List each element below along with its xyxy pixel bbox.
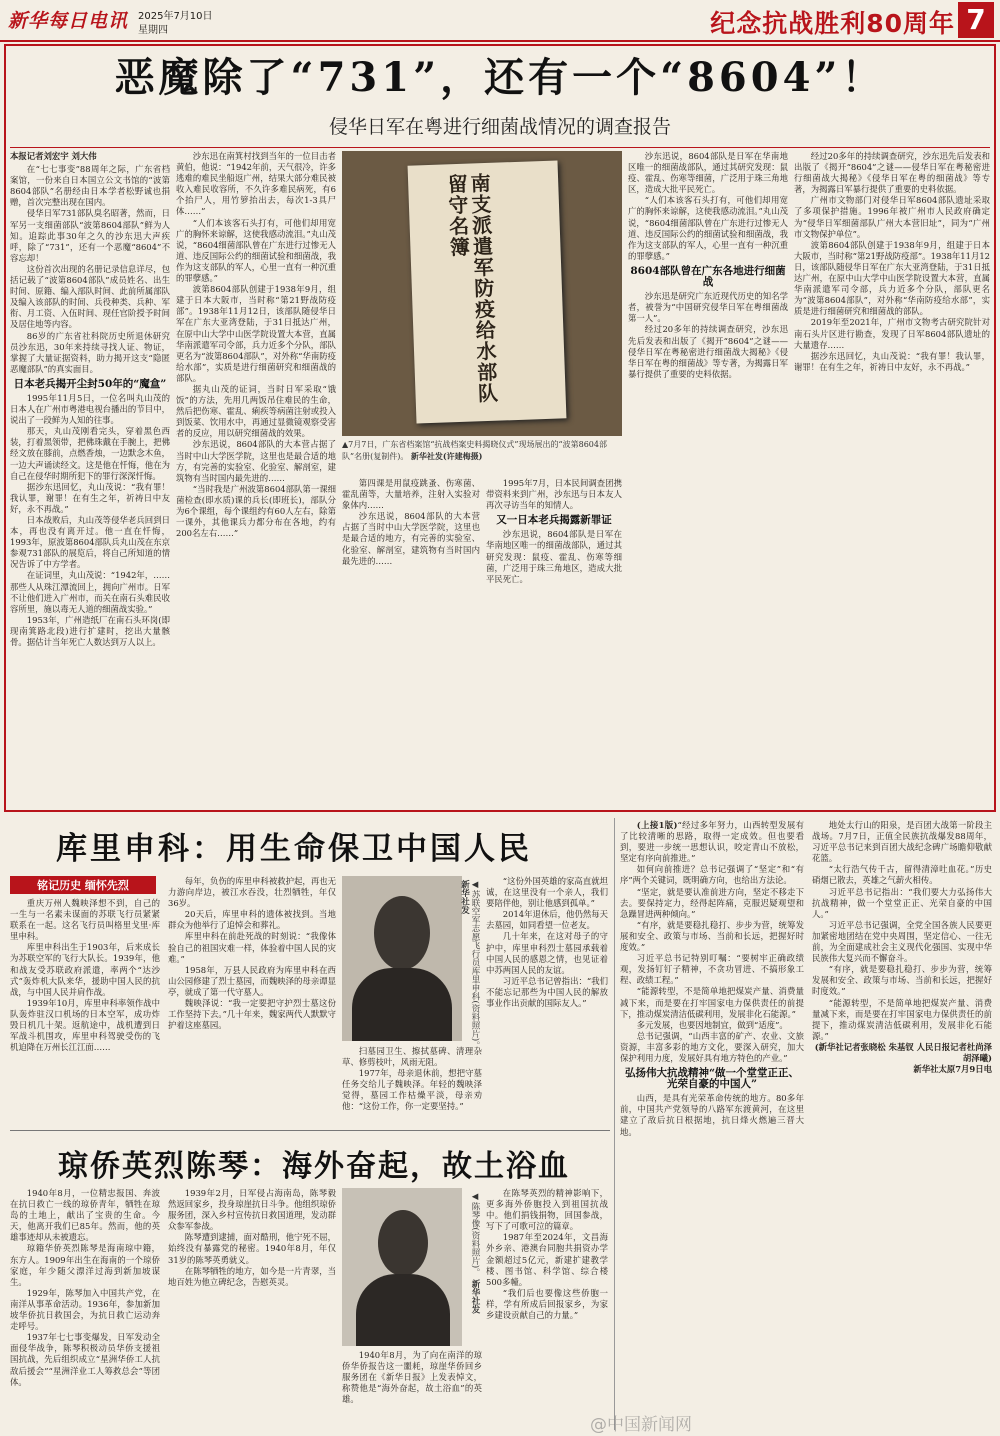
paragraph: 库里申科在前赴死战的时刻说：“我像体验自己的祖国灾难一样，体验着中国人民的灾难。” xyxy=(168,931,336,964)
paragraph-text: “经过多年努力，山西转型发展有了比较清晰的思路，取得一定成效。但也要看到，要进一步统一思想认识，咬定青山不放松，坚定有序向前推进。” xyxy=(620,820,804,864)
paragraph: 波第8604部队创建于1938年9月，组建于日本大阪市，当时称“第21野战防疫部”。1938年11月12日，该部队随侵华日军在广东大亚湾登陆，于31日抵达广州，在原中山大学中山医学院设置大本营，直属华南派遣军司令部，兵力近多个分队，部队更名为“波第8604部队”，对外称“华南防疫给水部”，实质是进行细菌研究和细菌战的部队。 xyxy=(176,284,336,383)
paragraph: 1929年，陈琴加入中国共产党，在南洋从事革命活动。1936年，参加新加坡华侨抗日救国会，为抗日救亡运动奔走呼号。 xyxy=(10,1287,160,1332)
paragraph: 波第8604部队创建于1938年9月，组建于日本大阪市，当时称“第21野战防疫部”。1938年11月12日，该部队随侵华日军在广东大亚湾登陆，于31日抵达广州，在原中山大学中山医学院设置大本营，直属华南派遣军司令部，兵力近多个分队，部队更名为“波第8604部队”，对外称“华南防疫给水部”，实质是进行细菌研究和细菌战的部队。 xyxy=(794,239,990,317)
paragraph: 沙东迅说，8604部队的大本营占据了当时中山大学医学院，这里也是最合适的地方，有完善的实验室、化验室、解剖室，建筑物有当时国内最先进的…… xyxy=(342,511,480,566)
article2-photo-caption xyxy=(459,880,480,1050)
paragraph: 这份首次出现的名册记录信息详尽，包括记载了“波第8604部队”成员姓名、出生时间、原籍、编入部队时间、此前所属部队及编入该部队的时间、兵役种类、兵种、军衔、月工资、入伍时间、现任官阶授予时间及居住地等内容。 xyxy=(10,263,170,330)
watermark: @中国新闻网 xyxy=(590,1415,692,1435)
paragraph: 魏映泽说：“我一定要把守护烈士墓这份工作坚持下去。”几十年来，魏家两代人默默守护着这座墓园。 xyxy=(168,998,336,1031)
page-number-text: 7 xyxy=(966,3,986,36)
closing-credit: (新华社记者张晓松 朱基钗 人民日报记者杜尚泽 胡泽曦) xyxy=(814,1041,992,1063)
paragraph: 据沙东迅回忆，丸山茂说：“我有罪！我认罪，谢罪！在有生之年，祈祷日中友好，永不再战。” xyxy=(794,350,990,372)
article3-column-4 xyxy=(486,1188,608,1430)
paragraph: 1953年，广州造纸厂在南石头环岗(即现南箕路北段)进行扩建时，挖出大量骸骨。据估计当年死亡人数达到万人以上。 xyxy=(10,614,170,648)
photo-caption-text: ◀陈琴像(资料照片)。 xyxy=(470,1192,480,1277)
paragraph: “有序，就是要稳扎稳打、步步为营，统筹发展和安全、政策与市场、当前和长远，把握好时度效。” xyxy=(620,919,804,953)
paragraph: 据沙东迅回忆，丸山茂说：“我有罪！我认罪，谢罪！在有生之年，祈祷日中友好，永不再战。” xyxy=(10,481,170,514)
paragraph: 总书记强调，“山西丰富的矿产、农业、文旅资源，丰富多彩的地方文化，要深入研究，加大保护利用力度，发展好具有地方特色的产业。” xyxy=(620,1030,804,1063)
article1-column-2 xyxy=(176,151,336,806)
paragraph: 陈琴遭到逮捕，面对酷刑，他宁死不屈，始终没有暴露党的秘密。1940年8月，年仅31岁的陈琴英勇就义。 xyxy=(168,1232,336,1265)
article1-column-1 xyxy=(10,151,170,806)
paragraph: 重庆万州人魏映泽想不到，自己的一生与一名素未谋面的苏联飞行员紧紧联系在一起。这名飞行员叫格里戈里·库里申科。 xyxy=(10,898,160,942)
portrait-shoulders xyxy=(352,968,452,1041)
paragraph: 20天后，库里申科的遗体被找到。当地群众为他举行了追悼会和葬礼。 xyxy=(168,909,336,931)
continuation-lead: (上接1版) xyxy=(636,820,678,830)
chenqin-portrait xyxy=(342,1188,462,1346)
paragraph: 几十年来，在这对母子的守护中，库里申科烈士墓园承载着中国人民的感恩之情，也见证着中苏两国人民的友谊。 xyxy=(486,931,608,975)
paragraph: “人们本该客石头打有，可他们却用宽广的胸怀来谅解，这使我感动流泪。”丸山茂说，“8604细菌部队曾在广东进行过惨无人道、违反国际公约的细菌试验和细菌战，我作为这支部队的军人，心里一直有一种沉重的罪孽感。” xyxy=(176,217,336,284)
paragraph: 经过20多年的持续调查研究，沙东迅先后发表和出版了《揭开“8604”之谜——侵华日军在粤秘密进行细菌战大揭秘》《侵华日军在粤的细菌战》等专著，为揭露日军暴行提供了重要的史料依据。 xyxy=(628,324,788,379)
paragraph: 1987年至2024年，文昌海外乡亲、港澳台同胞共捐资办学金额超过5亿元，新建扩建教学楼、图书馆、科学馆、综合楼500多幢。 xyxy=(486,1232,608,1287)
paragraph: 2019年至2021年，广州市文物考古研究院针对南石头片区进行勘查，发现了日军8604部队遗址的大量遗存…… xyxy=(794,317,990,350)
article1-column-5 xyxy=(628,151,788,806)
column-divider xyxy=(614,818,615,1430)
paragraph: “有序，就是要稳扎稳打、步步为营，统筹发展和安全、政策与市场、当前和长远，把握好时度效。” xyxy=(812,964,992,997)
paragraph: 习近平总书记曾指出：“我们不能忘记那些为中国人民的解放事业作出贡献的国际友人。” xyxy=(486,975,608,1009)
article4-column-1 xyxy=(620,820,804,1430)
paragraph: “当时我是广州波第8604部队第一课细菌检查(即水质)课的兵长(即班长)，部队分为6个课组，每个课组约有60人左右，除第一课外，其他课兵力都分布在各地，约有200名左右……” xyxy=(176,483,336,539)
paragraph: 1995年7月，日本民间调查团携带资料来到广州，沙东迅与日本友人再次寻访当年的知情人。 xyxy=(486,478,622,511)
photo-caption-text: ◀苏联空军志愿飞行员库里申科(资料照片)。 xyxy=(470,880,480,1050)
article1-subhead-rule xyxy=(10,147,990,148)
paragraph: 沙东迅说，8604部队是日军在华南地区唯一的细菌战部队，通过其研究发现：鼠疫、霍乱、伤寒等细菌，广泛用于珠三角地区，造成大批平民死亡。 xyxy=(486,529,622,584)
byline: 本报记者刘宏宇 刘大伟 xyxy=(10,151,97,161)
issue-date: 2025年7月10日 xyxy=(138,11,213,22)
series-tag-text: 铭记历史 缅怀先烈 xyxy=(37,879,129,892)
masthead-rule xyxy=(0,40,1000,42)
paragraph: 地处太行山的阳泉，是百团大战第一阶段主战场。7月7日，正值全民族抗战爆发88周年，习近平总书记来到百团大战纪念碑广场瞻仰敬献花篮。 xyxy=(812,820,992,864)
paragraph: 琼籍华侨英烈陈琴是海南琼中籍，东方人。1909年出生在海南的一个琼侨家庭，年少随父漂洋过海到新加坡谋生。 xyxy=(10,1243,160,1287)
paragraph: 1937年七七事变爆发，日军发动全面侵华战争，陈琴积极动员华侨支援祖国抗战，先后组织成立“星洲华侨工人抗敌后援会”“星洲洋业工人筹救总会”等团体。 xyxy=(10,1332,160,1387)
article2-column-3 xyxy=(342,1046,482,1126)
dateline: 新华社太原7月9日电 xyxy=(913,1064,992,1075)
page-number xyxy=(958,2,994,38)
paragraph: 每年，负伤的库里申科被救护起，再也无力游向岸边，被江水吞没，壮烈牺牲，年仅36岁。 xyxy=(168,876,336,909)
paragraph: 1940年8月，为了向在南洋的琼侨华侨报告这一噩耗，琼崖华侨回乡服务团在《新华日报》上发表悼文，称赞他是“海外奋起，故土浴血”的英雄。 xyxy=(342,1350,482,1405)
section-head: 又一日本老兵揭露新罪证 xyxy=(496,514,612,527)
paragraph: “我们后也要像这些侨胞一样，学有所成后回报家乡，为家乡建设贡献自己的力量。” xyxy=(486,1287,608,1321)
paragraph: 日本战败后，丸山茂等侵华老兵回到日本，再也没有离开过。他一直在忏悔，1993年，原波第8604部队兵丸山茂在东京参观731部队的展览后，将自己所知道的情况告诉了中方学者。 xyxy=(10,515,170,570)
paragraph: 习近平总书记指出：“我们要大力弘扬伟大抗战精神，做一个堂堂正正、光荣自豪的中国人。” xyxy=(812,886,992,919)
paragraph: 山西，是具有光荣革命传统的地方。80多年前，中国共产党领导的八路军东渡黄河，在这里建立了敌后抗日根据地，抗日烽火燃遍三晋大地。 xyxy=(620,1093,804,1137)
paragraph: 经过20多年的持续调查研究，沙东迅先后发表和出版了《揭开“8604”之谜——侵华日军在粤秘密进行细菌战大揭秘》《侵华日军在粤的细菌战》等专著，为揭露日军暴行提供了重要的史料依据。 xyxy=(794,151,990,195)
paragraph: 库里申科出生于1903年，后来成长为苏联空军的飞行大队长。1939年，他和战友受苏联政府派遣，率两个“达沙式”轰炸机大队来华，援助中国人民的抗战，与中国人民并肩作战。 xyxy=(10,942,160,997)
article3-column-2 xyxy=(168,1188,336,1430)
paragraph: 在陈琴牺牲的地方，如今是一片青翠，当地百姓为他立碑纪念，告慰英灵。 xyxy=(168,1265,336,1287)
paragraph: “能源转型，不是简单地把煤炭产量、消费量减下来，而是要在打牢国家电力保供责任的前提下，推动煤炭清洁低碳利用，发展非化石能源。” xyxy=(620,986,804,1019)
portrait-head xyxy=(378,1210,428,1276)
paragraph: “能源转型，不是简单地把煤炭产量、消费量减下来，而是要在打牢国家电力保供责任的前提下，推动煤炭清洁低碳利用，发展非化石能源。” xyxy=(812,997,992,1041)
portrait-head xyxy=(374,896,430,970)
series-tag xyxy=(10,876,156,894)
paragraph: 侵华日军731部队臭名昭著，然而，日军另一支细菌部队“波第8604部队”鲜为人知。追踪此事30年之久的沙东迅大声疾呼，除了“731”，还有一个恶魔“8604”不容忘却！ xyxy=(10,208,170,263)
paragraph: 习近平总书记强调，全党全国各族人民要更加紧密地团结在党中央周围，坚定信心、一往无前，为全面建成社会主义现代化强国、实现中华民族伟大复兴而不懈奋斗。 xyxy=(812,919,992,964)
article1-subheadline: 侵华日军在粤进行细菌战情况的调查报告 xyxy=(328,116,671,138)
article1-column-6 xyxy=(794,151,990,806)
paragraph: 广州市文物部门对侵华日军8604部队遗址采取了多项保护措施。1996年被广州市人民政府确定为“侵华日军细菌部队广州大本营旧址”，同为“广州市文物保护单位”。 xyxy=(794,195,990,239)
paragraph: 在“七七事变”88周年之际，广东省档案馆，一份来自日本国立公文书馆的“波第8604部队”名册经由日本学者松野诚也捐赠，首次完整出现在国内。 xyxy=(10,164,170,208)
article-divider xyxy=(10,1130,610,1131)
photo-caption-text: ▲7月7日，广东省档案馆“抗战档案史料揭晓仪式”现场展出的“波第8604部队”名册(复制件)。 xyxy=(342,440,607,461)
paragraph: 扫墓园卫生、擦拭墓碑、清理杂草、修剪枝叶，风雨无阻。 xyxy=(342,1046,482,1068)
paragraph: 86岁的广东省社科院历史所退休研究员沙东迅，30年来持续寻找人证、物证，掌握了大量证据资料，助力揭开这支“隐匿恶魔部队”的真实面目。 xyxy=(10,330,170,374)
section-head: 弘扬伟大抗战精神“做一个堂堂正正、光荣自豪的中国人” xyxy=(624,1067,800,1091)
paragraph xyxy=(620,820,804,864)
photo-caption xyxy=(342,440,622,462)
article1-column-4 xyxy=(486,478,622,806)
article3-column-3 xyxy=(342,1350,482,1430)
photo-credit: 新华社发 xyxy=(459,880,470,914)
paragraph: 习近平总书记特别叮嘱：“要树牢正确政绩观，发扬钉钉子精神，不贪功冒进、不搞形象工程、政绩工程。” xyxy=(620,953,804,986)
paragraph: 2014年退休后，他仍然每天去墓园，如同看望一位老友。 xyxy=(486,909,608,931)
paragraph: “这份外国英雄的家高直就坦诚，在这里没有一个亲人，我们要陪伴他，别让他感到孤单。” xyxy=(486,876,608,909)
paragraph: 1940年8月，一位精忠报国、奔波在抗日救亡一线的琼侨青年，牺牲在琼岛的土地上，献出了宝贵的生命。今天，他离开我们已85年。然而，他的英雄事迹却从未被遗忘。 xyxy=(10,1188,160,1243)
article3-headline: 琼侨英烈陈琴：海外奋起，故土浴血 xyxy=(58,1149,570,1184)
article4-column-2 xyxy=(812,820,992,1430)
masthead xyxy=(0,0,1000,42)
paragraph: 沙东迅说，8604部队是日军在华南地区唯一的细菌战部队，通过其研究发现：鼠疫、霍乱、伤寒等细菌，广泛用于珠三角地区，造成大批平民死亡。 xyxy=(628,151,788,195)
paragraph: 第四课是用鼠疫跳蚤、伤寒菌、霍乱菌等，大量培养，注射入实验对象体内…… xyxy=(342,478,480,511)
article2-headline: 库里申科：用生命保卫中国人民 xyxy=(56,831,532,867)
paragraph: 沙东迅是研究广东近现代历史的知名学者，被誉为“中国研究侵华日军在粤细菌战第一人”。 xyxy=(628,291,788,324)
photo-credit: 新华社发(许建梅摄) xyxy=(410,450,483,461)
paragraph: “人们本该客石头打有，可他们却用宽广的胸怀来谅解，这使我感动流泪。”丸山茂说，“8604细菌部队曾在广东进行过惨无人道、违反国际公约的细菌试验和细菌战，我作为这支部队的军人，心里一直有一种沉重的罪孽感。” xyxy=(628,195,788,261)
paragraph: 沙东迅在南箕村找到当年的一位目击者黄伯，他说：“1942年前，天气很冷，许多逃难的难民坐船返广州，结果大部分难民被收入难民收容所，不久许多难民病死，有6个抬尸人，用竹箩抬出去，每次1-3具尸体……” xyxy=(176,151,336,217)
paragraph: 1939年10月，库里申科率领作战中队轰炸驻汉口机场的日本空军，成功炸毁日机几十架。返航途中，战机遭到日军战斗机围攻，库里申科驾驶受伤的飞机迫降在万州长江江面…… xyxy=(10,997,160,1053)
photo-credit: 新华社发 xyxy=(470,1279,480,1314)
paragraph: 据丸山茂的证词，当时日军采取“饿饭”的方法，先用几两饭吊住难民的生命，然后把伤寒、霍乱、痢疾等病菌注射或投入到饭菜、饮用水中，再通过显微镜观察受害者的反应，用以研究细菌战的效果。 xyxy=(176,383,336,439)
article3-column-1 xyxy=(10,1188,160,1430)
issue-weekday: 星期四 xyxy=(138,25,168,36)
section-title: 纪念抗战胜利80周年 xyxy=(710,9,955,38)
paper-name-logo: 新华每日电讯 xyxy=(8,10,129,32)
paragraph: 1939年2月，日军侵占海南岛，陈琴毅然返回家乡，投身琼崖抗日斗争。他组织琼侨服务团，深入乡村宣传抗日救国道理，发动群众参军参战。 xyxy=(168,1188,336,1232)
archive-photo xyxy=(342,151,622,436)
portrait-shoulders xyxy=(356,1274,450,1346)
paragraph: 沙东迅说，8604部队的大本营占据了当时中山大学医学院，这里也是最合适的地方，有完善的实验室、化验室、解剖室，建筑物有当时国内最先进的…… xyxy=(176,439,336,483)
paragraph: 在证词里，丸山茂说：“1942年，……那些人从珠江潭流回上，拥向广州市。日军不让他们进入广州市，而关在南石头难民收容所里，施以毒无人道的细菌战实验。” xyxy=(10,570,170,614)
paragraph: 那天，丸山茂刚看完头，穿着黑色西装，打着黑领带，把佛珠戴在手腕上，把佛经文放在膝前，点燃香烛，一边默念木鱼，一边大声诵读经文。这是他在忏悔，他在为自己在侵华时期所犯下的罪行深深忏悔。 xyxy=(10,426,170,481)
paragraph: 多元发展，也要因地制宜，做到“适度”。 xyxy=(636,1019,788,1030)
paragraph: 1977年，母亲退休前，想把守墓任务交给儿子魏映泽。年轻的魏映泽觉得，墓园工作枯燥平淡，母亲劝他：“这份工作，你一定要坚持。” xyxy=(342,1068,482,1112)
article3-photo-caption xyxy=(466,1192,480,1352)
article1-headline: 恶魔除了“731”，还有一个“8604”！ xyxy=(114,54,886,101)
paragraph: 1958年，万县人民政府为库里申科在西山公园修建了烈士墓园，而魏映泽的母亲谭显亭，就成了第一代守墓人。 xyxy=(168,964,336,997)
article2-column-4 xyxy=(486,876,608,1126)
paragraph: “太行浩气传千古，留得清漳吐血花。”历史硝烟已散去，英雄之气薪火相传。 xyxy=(812,864,992,886)
section-head: 日本老兵揭开尘封50年的“魔盒” xyxy=(13,377,167,390)
article2-column-2 xyxy=(168,876,336,1126)
archive-book-title: 南支派遣军防疫给水部队 留守名簿 xyxy=(443,172,499,405)
paragraph: 如何向前推进？总书记强调了“坚定”和“有序”两个关键词，既明确方向，也给出方法论。 xyxy=(620,864,804,886)
kurishenko-portrait xyxy=(342,876,462,1041)
paragraph: 1995年11月5日，一位名叫丸山茂的日本人在广州市粤港电视台播出的节目中，说出了一段鲜为人知的往事。 xyxy=(10,392,170,426)
article2-column-1 xyxy=(10,898,160,1126)
article1-column-3 xyxy=(342,478,480,806)
section-head: 8604部队曾在广东各地进行细菌战 xyxy=(630,264,786,289)
paragraph: “坚定，就是要认准前进方向，坚定不移走下去。要保持定力，经得起阵痛，克服迟疑观望和急躁冒进两种倾向。” xyxy=(620,886,804,919)
paragraph: 在陈琴英烈的精神影响下，更多海外侨胞投入到祖国抗战中。他们捐钱捐物，回国参战，写下了可歌可泣的篇章。 xyxy=(486,1188,608,1232)
